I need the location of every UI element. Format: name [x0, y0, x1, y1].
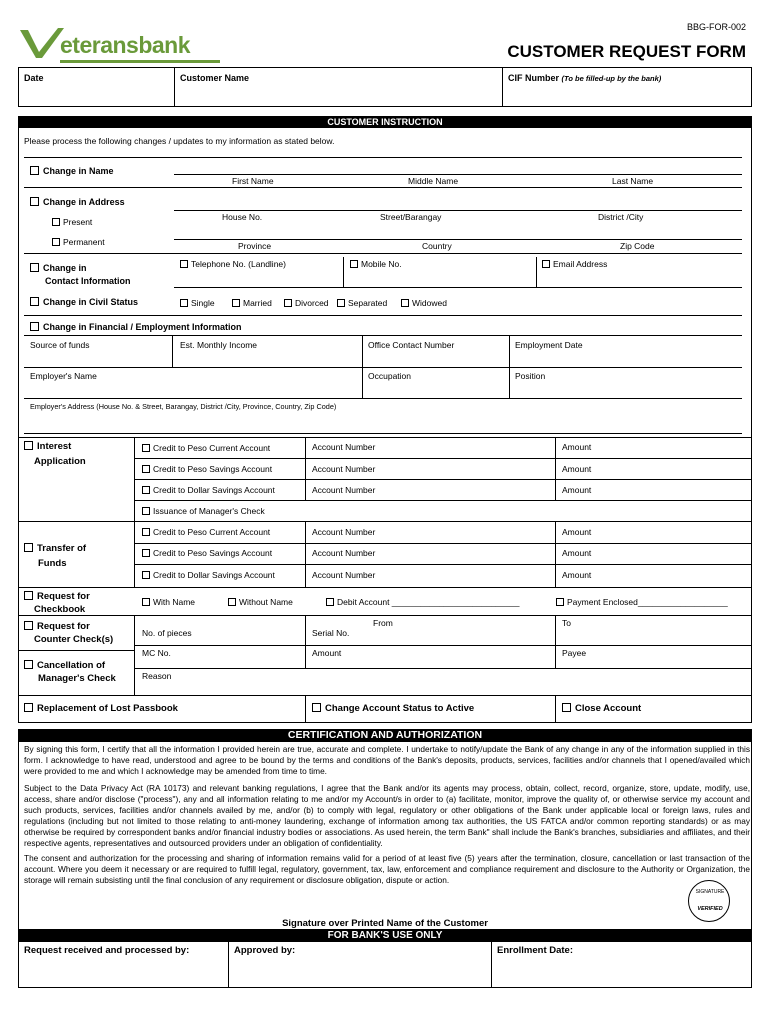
checkbox[interactable] [52, 218, 60, 226]
label: Credit to Peso Current Account [153, 527, 271, 537]
amount-field[interactable]: Amount [562, 464, 592, 474]
certification-paragraph-2: Subject to the Data Privacy Act (RA 10173) and relevant banking regulations, I agree that the Bank and/or its agents may process, obtain, collect, record, organize, store, update, modify, use, access, share and/or disclose ("process"), any and all information relating to me and/or my Account/s in order to (a) facilitate, monitor, improve the quality of, or otherwise service my account and such products, services, facilities and/or channels availed by me, and/or (b) to comply with legal, regulatory or other obligations of the Bank under applicable local or foreign laws, rules and regulations (including but not limited to those relating to anti-money laundering, exchange of information among tax authorities, the US FATCA and/or common reporting standards) or as may otherwise be required by correspondent banks and/or financial industry bodies or associations. As used herein, the term Bank" shall include the Bank's branches, subsidiaries and affiliates, and their respective agents, representatives and outsourced providers under an obligation of confidentiality. [24, 783, 750, 848]
checkbox[interactable] [24, 703, 33, 712]
checkbox[interactable] [30, 322, 39, 331]
form-title: CUSTOMER REQUEST FORM [507, 42, 746, 61]
district-label: District /City [598, 212, 644, 222]
interest-label-2: Application [34, 456, 86, 467]
married-label: Married [243, 298, 272, 308]
date-field[interactable]: Date [24, 73, 44, 83]
checkbook-label: Request for [37, 591, 90, 602]
checkbox[interactable] [30, 297, 39, 306]
amount-field[interactable]: Amount [562, 527, 592, 537]
telephone-option[interactable] [180, 259, 286, 269]
change-civil-status-option[interactable] [30, 297, 138, 307]
civil-divorced-option[interactable] [284, 298, 329, 308]
stamp-bottom-text: VERIFIED [697, 906, 723, 912]
label: With Name [153, 597, 196, 607]
account-number-field[interactable]: Account Number [312, 464, 376, 474]
enrollment-date-field[interactable]: Enrollment Date: [497, 945, 574, 956]
change-address-option[interactable] [30, 197, 125, 207]
separated-label: Separated [348, 298, 388, 308]
checkbox[interactable] [326, 598, 334, 606]
checkbox[interactable] [24, 591, 33, 600]
widowed-label: Widowed [412, 298, 447, 308]
checkbook-label-2: Checkbook [34, 604, 86, 615]
civil-separated-option[interactable] [337, 298, 387, 308]
amount-field[interactable]: Amount [562, 570, 592, 580]
approved-by-field[interactable]: Approved by: [234, 945, 296, 956]
pieces-field[interactable]: No. of pieces [142, 628, 192, 638]
civil-widowed-option[interactable] [401, 298, 447, 308]
transfer-peso-savings-option[interactable] [142, 548, 272, 558]
amount-field[interactable]: Amount [562, 485, 592, 495]
checkbox[interactable] [350, 260, 358, 268]
interest-label: Interest [37, 441, 72, 452]
label: Without Name [239, 597, 293, 607]
received-by-field[interactable]: Request received and processed by: [24, 945, 190, 956]
cif-field[interactable] [508, 73, 661, 83]
bank-use-bar: FOR BANK'S USE ONLY [18, 930, 752, 942]
source-of-funds-field[interactable]: Source of funds [30, 340, 90, 350]
checkbox[interactable] [142, 598, 150, 606]
office-contact-field[interactable]: Office Contact Number [368, 340, 455, 350]
cancel-amount-field[interactable]: Amount [312, 648, 342, 658]
civil-status-label: Change in Civil Status [43, 297, 139, 307]
cancellation-label-2: Manager's Check [38, 673, 116, 684]
middle-name-label: Middle Name [408, 176, 459, 186]
account-number-field[interactable]: Account Number [312, 442, 376, 452]
logo-v-icon [18, 26, 66, 62]
checkbox[interactable] [24, 441, 33, 450]
main-form [18, 116, 752, 723]
position-field[interactable]: Position [515, 371, 546, 381]
amount-field[interactable]: Amount [562, 548, 592, 558]
account-number-field[interactable]: Account Number [312, 570, 376, 580]
cif-note: (To be filled-up by the bank) [561, 74, 662, 83]
change-contact-label: Change in [43, 263, 87, 273]
interest-managers-check-option[interactable] [142, 506, 265, 516]
checkbox[interactable] [228, 598, 236, 606]
province-label: Province [238, 241, 272, 251]
stamp-top-text: SIGNATURE [695, 889, 725, 895]
civil-single-option[interactable] [180, 298, 215, 308]
employment-date-field[interactable]: Employment Date [515, 340, 583, 350]
house-no-label: House No. [222, 212, 263, 222]
checkbox[interactable] [142, 507, 150, 515]
divorced-label: Divorced [295, 298, 329, 308]
payment-enclosed-option[interactable] [556, 597, 728, 607]
checkbox[interactable] [30, 197, 39, 206]
employer-address-field[interactable]: Employer's Address (House No. & Street, Barangay, District /City, Province, Country, Zip Code) [30, 402, 337, 411]
checkbox[interactable] [52, 238, 60, 246]
label: Credit to Dollar Savings Account [153, 570, 275, 580]
interest-peso-current-option[interactable] [142, 443, 270, 453]
checkbox[interactable] [401, 299, 409, 307]
label: Issuance of Manager's Check [153, 506, 265, 516]
checkbox[interactable] [30, 166, 39, 175]
checkbox[interactable] [142, 444, 150, 452]
with-name-option[interactable] [142, 597, 195, 607]
zip-label: Zip Code [620, 241, 655, 251]
checkbox[interactable] [556, 598, 564, 606]
customer-instruction-bar: CUSTOMER INSTRUCTION [18, 116, 752, 128]
cif-label: CIF Number [508, 73, 560, 83]
checkbox[interactable] [24, 621, 33, 630]
interest-application-option[interactable] [24, 439, 86, 469]
customer-name-field[interactable]: Customer Name [180, 73, 250, 83]
to-field[interactable]: To [562, 618, 571, 628]
amount-field[interactable]: Amount [562, 442, 592, 452]
debit-account-option[interactable] [326, 597, 519, 607]
cancellation-label: Cancellation of [37, 660, 106, 671]
form-code: BBG-FOR-002 [686, 22, 746, 32]
change-contact-option[interactable] [30, 262, 131, 288]
reason-field[interactable]: Reason [142, 671, 172, 681]
label: Debit Account ___________________________ [337, 597, 520, 607]
instruction-intro: Please process the following changes / updates to my information as stated below. [24, 136, 335, 146]
label: Credit to Peso Savings Account [153, 464, 273, 474]
financial-label: Change in Financial / Employment Information [43, 322, 242, 332]
counter-label-2: Counter Check(s) [34, 634, 114, 645]
checkbox[interactable] [312, 703, 321, 712]
country-label: Country [422, 241, 452, 251]
replace-passbook-option[interactable] [24, 703, 178, 714]
certification-paragraph-3: The consent and authorization for the processing and sharing of information remains valid for a period of at least five (5) years after the termination, closure, cancellation or last transaction of the account. Where you deem it necessary or are required to fulfill legal, regulatory, government, tax, law, enforcement and compliance requirement and disclosure to the Authority or Organization, the storage will remain subsisting until the final conclusion of any requirement or disclosure obligation, dispute or action. [24, 853, 750, 885]
serial-field[interactable]: Serial No. [312, 628, 350, 638]
request-counter-checks-option[interactable] [24, 620, 113, 646]
checkbox[interactable] [232, 299, 240, 307]
close-account-option[interactable] [562, 703, 641, 714]
occupation-field[interactable]: Occupation [368, 371, 411, 381]
change-status-option[interactable] [312, 703, 474, 714]
signature-line-label[interactable]: Signature over Printed Name of the Customer [282, 918, 488, 929]
account-number-field[interactable]: Account Number [312, 527, 376, 537]
bank-logo [18, 26, 228, 62]
logo-text: eteransbank [60, 32, 191, 58]
checkbox[interactable] [180, 260, 188, 268]
change-name-label: Change in Name [43, 166, 114, 176]
checkbox[interactable] [24, 660, 33, 669]
permanent-option[interactable] [52, 237, 105, 247]
change-name-option[interactable] [30, 166, 114, 176]
transfer-label-2: Funds [38, 558, 67, 569]
mc-no-field[interactable]: MC No. [142, 648, 171, 658]
present-option[interactable] [52, 217, 92, 227]
label: Change Account Status to Active [325, 703, 475, 714]
street-label: Street/Barangay [380, 212, 442, 222]
civil-married-option[interactable] [232, 298, 272, 308]
change-address-label: Change in Address [43, 197, 125, 207]
checkbox[interactable] [30, 263, 39, 272]
cancellation-option[interactable] [24, 659, 116, 685]
label: Credit to Peso Savings Account [153, 548, 273, 558]
account-number-field[interactable]: Account Number [312, 548, 376, 558]
first-name-label: First Name [232, 176, 274, 186]
checkbox[interactable] [24, 543, 33, 552]
checkbox[interactable] [562, 703, 571, 712]
present-label: Present [63, 217, 93, 227]
transfer-dollar-savings-option[interactable] [142, 570, 275, 580]
label: Credit to Dollar Savings Account [153, 485, 275, 495]
monthly-income-field[interactable]: Est. Monthly Income [180, 340, 258, 350]
checkbox[interactable] [337, 299, 345, 307]
counter-label: Request for [37, 621, 90, 632]
transfer-funds-option[interactable] [24, 541, 86, 571]
payee-field[interactable]: Payee [562, 648, 587, 658]
employer-name-field[interactable]: Employer's Name [30, 371, 97, 381]
telephone-label: Telephone No. (Landline) [191, 259, 286, 269]
interest-peso-savings-option[interactable] [142, 464, 272, 474]
checkbox[interactable] [542, 260, 550, 268]
checkbox[interactable] [142, 465, 150, 473]
label: Payment Enclosed___________________ [567, 597, 728, 607]
change-contact-label-2: Contact Information [45, 276, 131, 286]
email-label: Email Address [553, 259, 608, 269]
checkbox[interactable] [180, 299, 188, 307]
transfer-peso-current-option[interactable] [142, 527, 270, 537]
mobile-option[interactable] [350, 259, 402, 269]
from-field[interactable]: From [373, 618, 393, 628]
certification-paragraph-1: By signing this form, I certify that all the information I provided herein are true, accurate and complete. I undertake to notify/update the Bank of any change in any of the information supplied in this form. I acknowledge to have read, understood and agree to be bound by the terms and conditions of the Bank's deposits, products, services, facilities and/or channels that I opened/availed which were provided to me and which I acknowledge may be amended from time to time. [24, 744, 750, 776]
label: Replacement of Lost Passbook [37, 703, 178, 714]
change-financial-option[interactable] [30, 322, 242, 332]
transfer-label: Transfer of [37, 543, 87, 554]
request-checkbook-option[interactable] [24, 590, 90, 616]
last-name-label: Last Name [612, 176, 654, 186]
label: Close Account [575, 703, 642, 714]
email-option[interactable] [542, 259, 607, 269]
signature-verified-stamp [688, 880, 730, 922]
label: Credit to Peso Current Account [153, 443, 271, 453]
permanent-label: Permanent [63, 237, 105, 247]
checkbox[interactable] [142, 528, 150, 536]
certification-bar: CERTIFICATION AND AUTHORIZATION [18, 729, 752, 742]
mobile-label: Mobile No. [361, 259, 402, 269]
checkbox[interactable] [284, 299, 292, 307]
interest-dollar-savings-option[interactable] [142, 485, 275, 495]
single-label: Single [191, 298, 215, 308]
checkbox[interactable] [142, 571, 150, 579]
account-number-field[interactable]: Account Number [312, 485, 376, 495]
checkbox[interactable] [142, 549, 150, 557]
checkbox[interactable] [142, 486, 150, 494]
without-name-option[interactable] [228, 597, 293, 607]
